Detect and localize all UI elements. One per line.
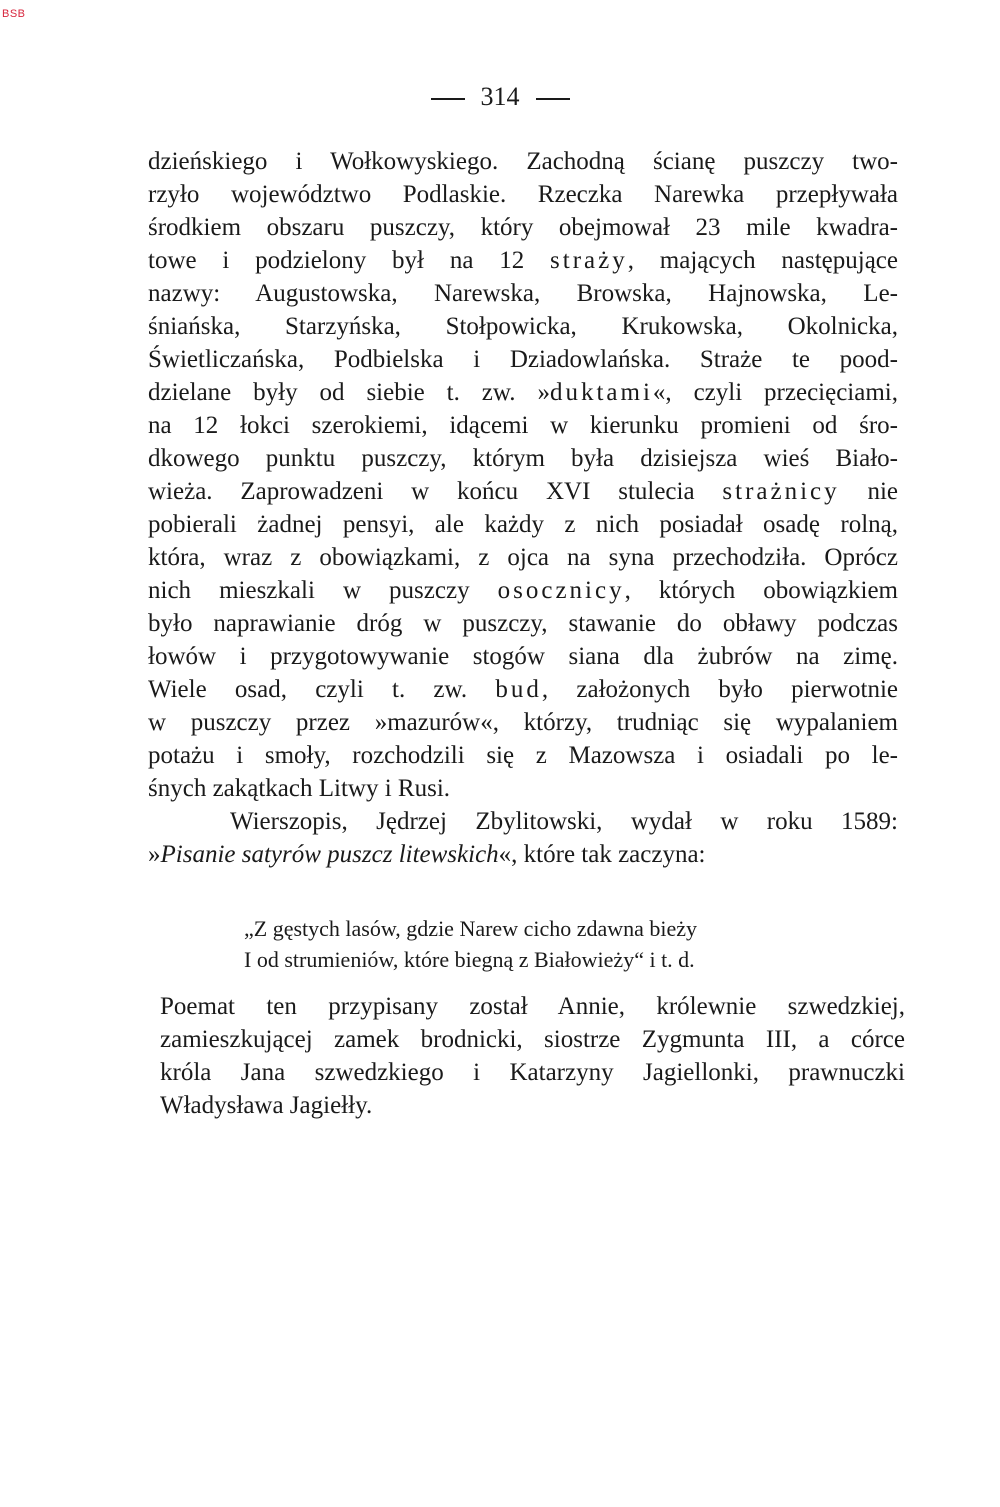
page-number: 314 [480, 82, 520, 111]
text-line: pobierali żadnej pensyi, ale każdy z nich posiadał osadę rolną, [148, 511, 898, 538]
text-line [148, 376, 898, 409]
text-fragment: , których obowiązkiem [624, 577, 898, 604]
header-dash-right [536, 98, 570, 100]
paragraph-poem-dedication [160, 990, 905, 1122]
spaced-word: duktami [549, 379, 653, 406]
header-dash-left [431, 98, 465, 100]
library-watermark: BSB [2, 8, 26, 20]
text-fragment: Wiele osad, czyli t. zw. [148, 676, 496, 703]
text-line: która, wraz z obowiązkami, z ojca na syna przechodziła. Oprócz [148, 544, 898, 571]
text-line: Władysława Jagiełły. [160, 1092, 373, 1119]
text-line [148, 838, 898, 871]
text-fragment: , mających następujące [627, 247, 898, 274]
verse-quote [244, 913, 697, 975]
text-line [148, 574, 898, 607]
text-line: Świetliczańska, Podbielska i Dziadowlańska. Straże te pood- [148, 346, 898, 373]
text-fragment: nie [839, 478, 898, 505]
spaced-word: bud [495, 676, 542, 703]
text-line [148, 673, 898, 706]
verse-line: I od strumieniów, które biegną z Białowieży“ i t. d. [244, 947, 695, 972]
book-title: Pisanie satyrów puszcz litewskich [160, 841, 499, 868]
text-line: śniańska, Starzyńska, Stołpowicka, Krukowska, Okolnicka, [148, 313, 898, 340]
text-line: zamieszkującej zamek brodnicki, siostrze Zygmunta III, a córce [160, 1026, 905, 1053]
text-line: Wierszopis, Jędrzej Zbylitowski, wydał w roku 1589: [230, 808, 898, 835]
text-line: dzieńskiego i Wołkowyskiego. Zachodną ścianę puszczy two- [148, 148, 898, 175]
text-line: Poemat ten przypisany został Annie, królewnie szwedzkiej, [160, 993, 905, 1020]
text-line: w puszczy przez »mazurów«, którzy, trudniąc się wypalaniem [148, 709, 898, 736]
spaced-word: strażnicy [722, 478, 840, 505]
text-line: potażu i smoły, rozchodzili się z Mazowsza i osiadali po le- [148, 742, 898, 769]
text-fragment: wieża. Zaprowadzeni w końcu XVI stulecia [148, 478, 723, 505]
text-line: rzyło województwo Podlaskie. Rzeczka Narewka przepływała [148, 181, 898, 208]
verse-line: „Z gęstych lasów, gdzie Narew cicho zdawna bieży [244, 916, 698, 941]
text-line [148, 475, 898, 508]
text-fragment: towe i podzielony był na 12 [148, 247, 551, 274]
text-fragment: «, które tak zaczyna: [498, 841, 706, 868]
spaced-word: straży [550, 247, 628, 274]
spaced-word: osocznicy [497, 577, 625, 604]
text-fragment: » [148, 841, 161, 868]
text-line: łowów i przygotowywanie stogów siana dla żubrów na zimę. [148, 643, 898, 670]
text-line: nazwy: Augustowska, Narewska, Browska, Hajnowska, Le- [148, 280, 898, 307]
text-fragment: dzielane były od siebie t. zw. » [148, 379, 550, 406]
text-line: śnych zakątkach Litwy i Rusi. [148, 775, 451, 802]
text-line [148, 244, 898, 277]
text-fragment: «, czyli przecięciami, [652, 379, 898, 406]
text-line: było naprawianie dróg w puszczy, stawanie do obławy podczas [148, 610, 898, 637]
text-line: na 12 łokci szerokiemi, idącemi w kierunku promieni od śro- [148, 412, 898, 439]
page-header [0, 82, 1000, 112]
paragraph-main [148, 145, 898, 871]
text-line: króla Jana szwedzkiego i Katarzyny Jagiellonki, prawnuczki [160, 1059, 905, 1086]
text-line: dkowego punktu puszczy, którym była dzisiejsza wieś Biało- [148, 445, 898, 472]
text-line: środkiem obszaru puszczy, który obejmował 23 mile kwadra- [148, 214, 898, 241]
text-fragment: nich mieszkali w puszczy [148, 577, 498, 604]
text-fragment: , założonych było pierwotnie [541, 676, 898, 703]
